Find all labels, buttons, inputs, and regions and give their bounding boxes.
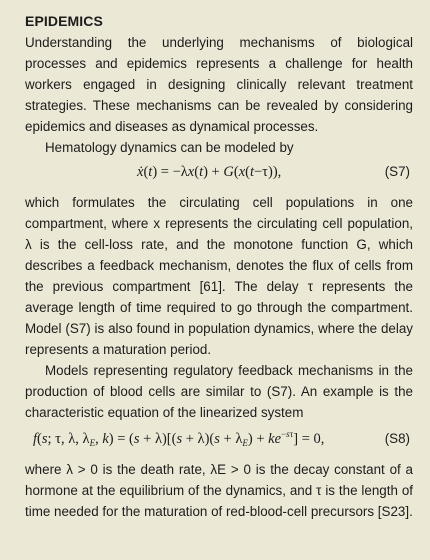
- paragraph-intro: Understanding the underlying mechanisms of biological processes and epidemics represents a challenge for health workers engaged in designing clinically relevant treatment strategies. These mechanisms can be revealed by considering epidemics and diseases as dynamical processes.: [25, 35, 413, 134]
- section-heading: EPIDEMICS: [25, 13, 103, 29]
- paragraph-circulating-cells: which formulates the circulating cell populations in one compartment, where x represents the circulating cell population, λ is the cell-loss rate, and the monotone function G, which describes a feedback mechanism, denotes the flux of cells from the previous compartment [61]. The delay τ represents the average length of time required to go through the compartment. Model (S7) is also found in population dynamics, where the delay represents a maturation period.: [25, 195, 413, 357]
- equation-s7-number: (S7): [384, 164, 410, 179]
- equation-s8: [25, 423, 413, 459]
- paragraph-regulatory-models: Models representing regulatory feedback mechanisms in the production of blood cells are similar to (S7). An example is the characteristic equation of the linearized system: [25, 363, 413, 420]
- equation-s8-number: (S8): [384, 431, 410, 446]
- equation-s7-expression: ẋ(t) = −λx(t) + G(x(t−τ)),: [137, 164, 282, 180]
- equation-s8-expression: f(s; τ, λ, $\lambda_E$, $k) = (s + \lambda)[(s + \lambda)(s + \lambda_E) + ke^{-s\tau}] = 0$,: [33, 429, 325, 448]
- paragraph-hematology: Hematology dynamics can be modeled by: [45, 140, 294, 155]
- paragraph-death-rate: where λ > 0 is the death rate, λE > 0 is the decay constant of a hormone at the equilibrium of the dynamics, and τ is the length of time needed for the maturation of red-blood-cell precursors [S23].: [25, 462, 413, 519]
- equation-s7: [25, 158, 413, 192]
